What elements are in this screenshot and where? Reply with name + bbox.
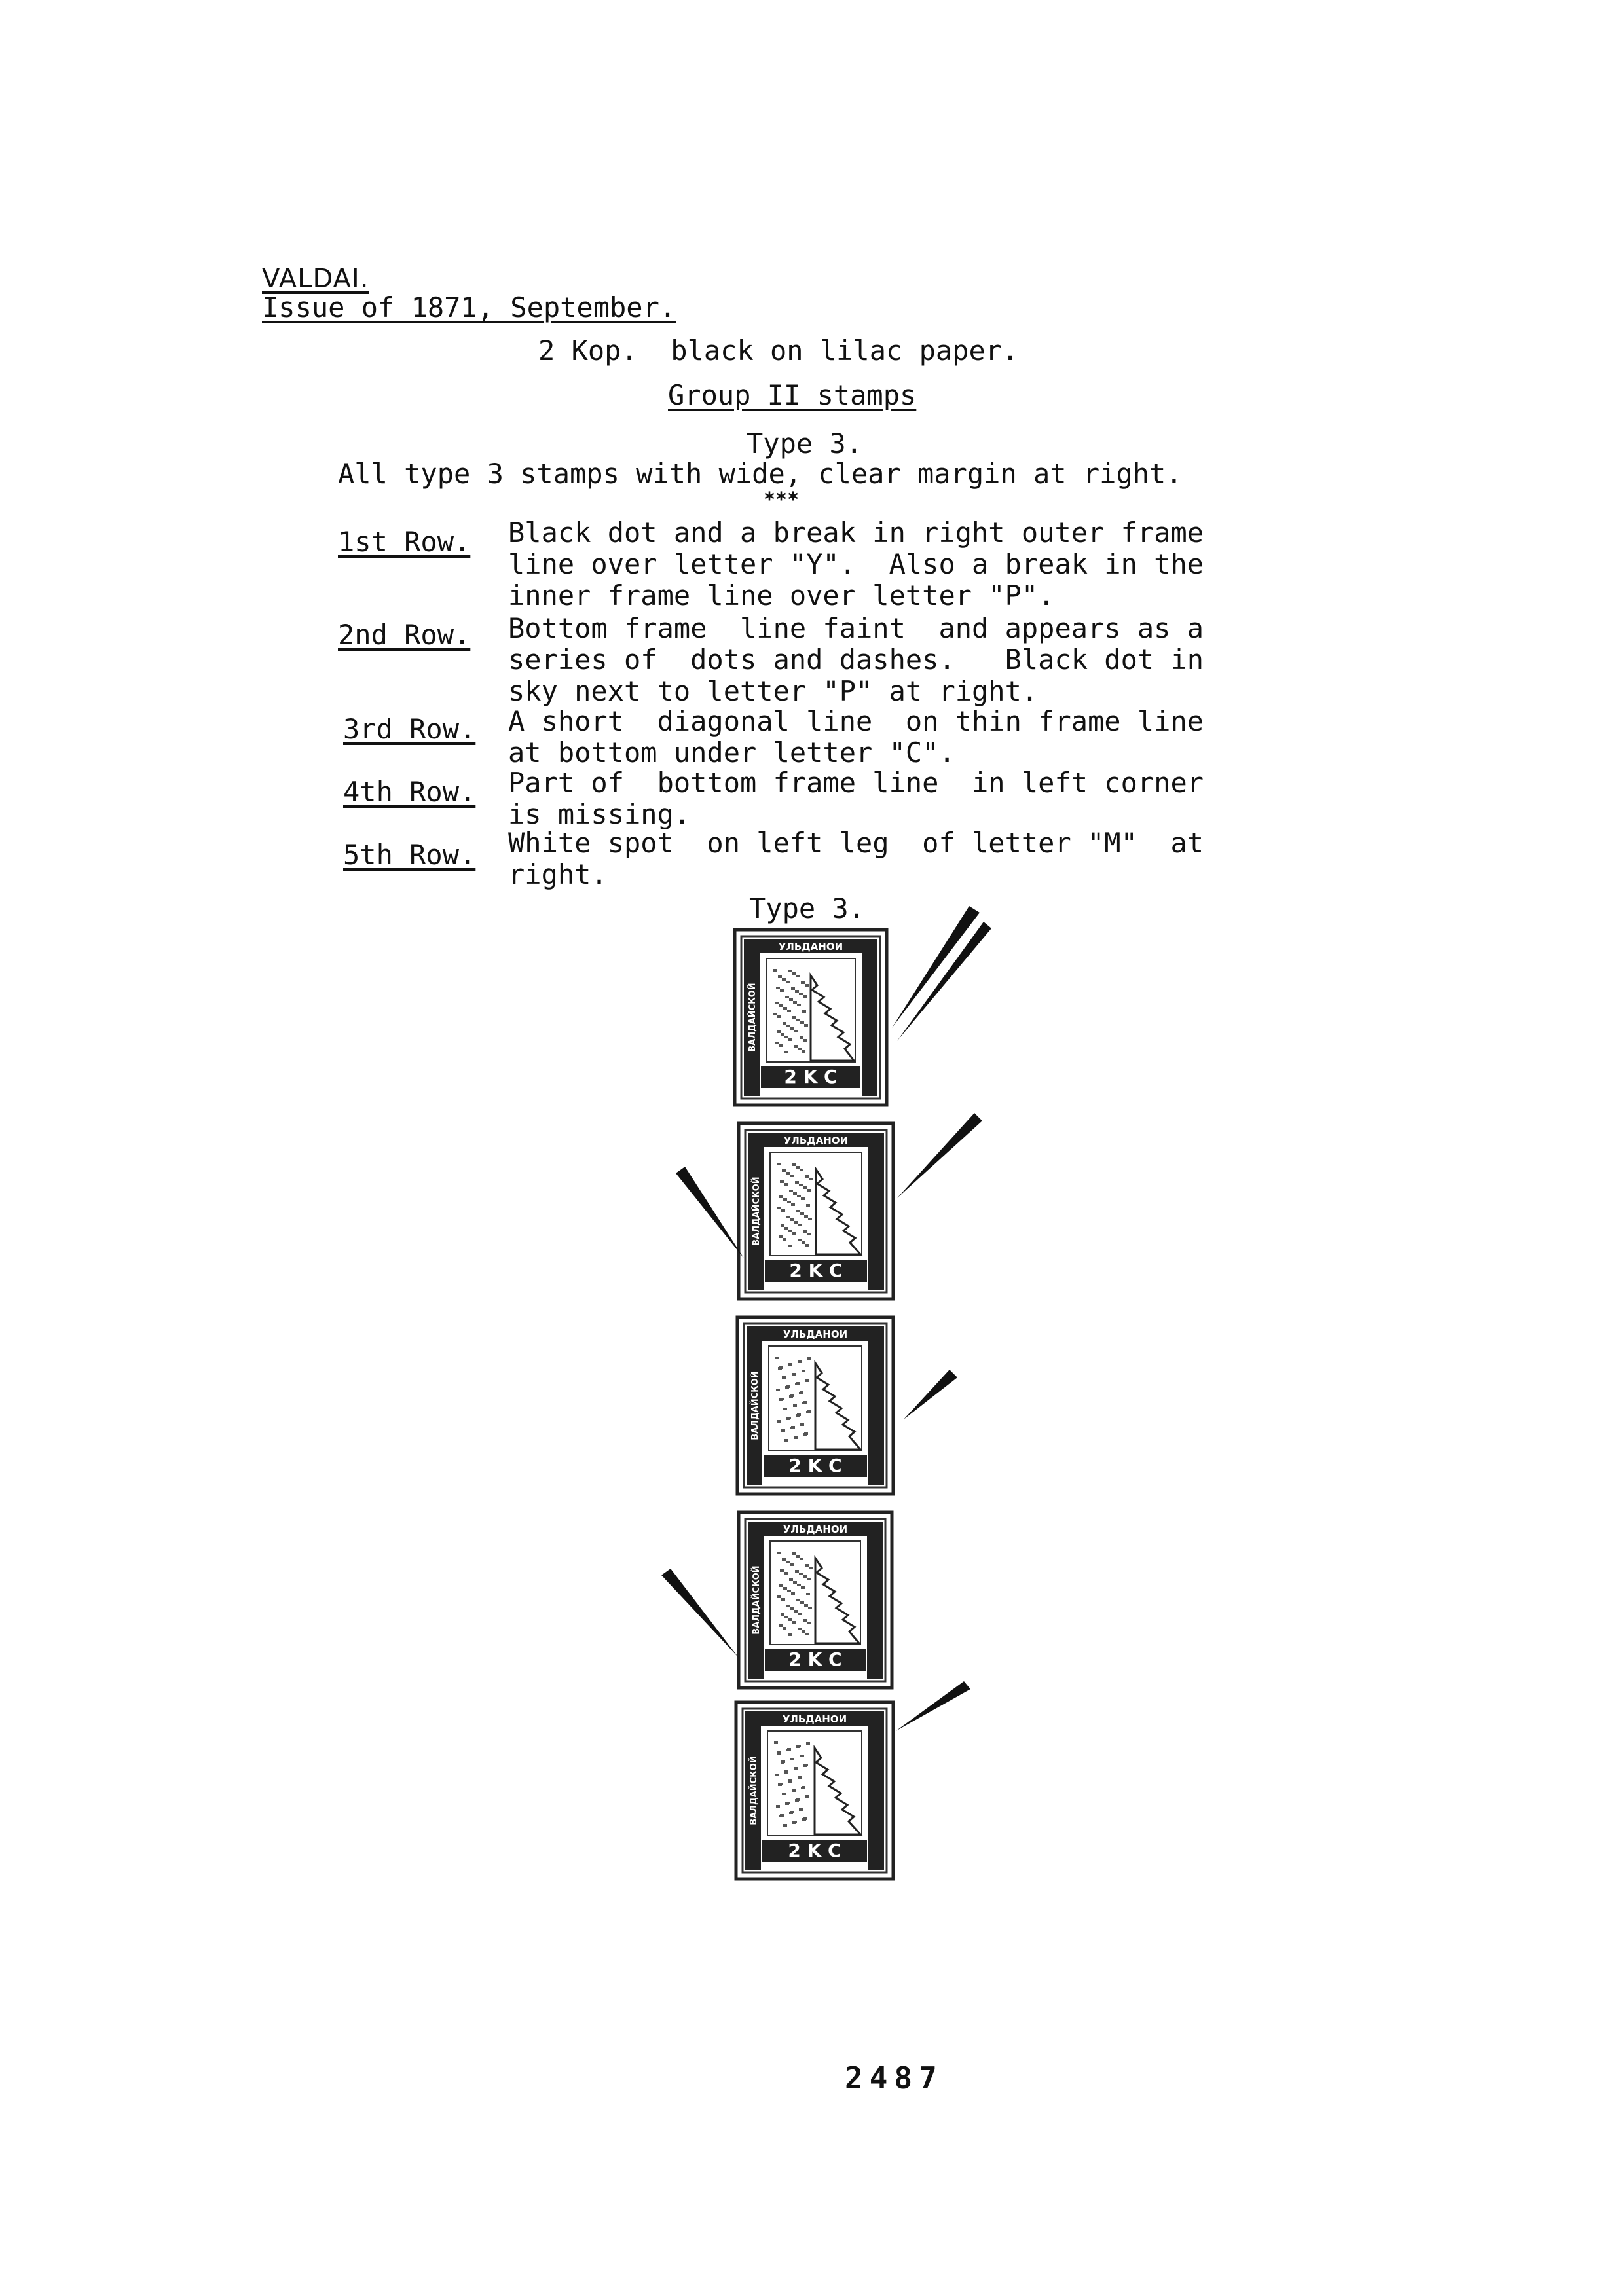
- issue-line: Issue of 1871, September.: [262, 291, 676, 323]
- stamp-image: [737, 1317, 893, 1494]
- stamp-image: [739, 1123, 893, 1299]
- stamp-side-text: ВАЛДАЙСКОЙ: [752, 1176, 762, 1246]
- row-label-3: 3rd Row.: [343, 713, 476, 745]
- stamp-top-text: УЛЬДАНОИ: [783, 1523, 848, 1535]
- stamp-top-text: УЛЬДАНОИ: [782, 1713, 847, 1725]
- value-line: 2 Kop. black on lilac paper.: [538, 335, 1019, 367]
- page-number: 2487: [845, 2060, 944, 2096]
- group-heading: Group II stamps: [668, 379, 917, 411]
- stamp-side-text: ВАЛДАЙСКОЙ: [750, 1371, 760, 1440]
- page-title: VALDAI.: [262, 264, 369, 294]
- pointer-arrow: [676, 1167, 744, 1258]
- row-text-1c: inner frame line over letter "P".: [508, 579, 1055, 611]
- pointer-arrow: [661, 1569, 739, 1658]
- pointer-arrow: [904, 1370, 957, 1419]
- row-text-4a: Part of bottom frame line in left corner: [508, 767, 1204, 799]
- stamp-value-text: 2 K C: [784, 1066, 838, 1087]
- type-heading: Type 3.: [747, 428, 863, 460]
- pointer-arrow: [897, 922, 991, 1041]
- row-text-2c: sky next to letter "P" at right.: [508, 675, 1039, 707]
- type-note: All type 3 stamps with wide, clear margin at right.: [338, 458, 1183, 490]
- stamp-side-text: ВАЛДАЙСКОЙ: [749, 1756, 759, 1825]
- stamp-value-text: 2 K C: [788, 1840, 841, 1861]
- row-text-5a: White spot on left leg of letter "M" at: [508, 827, 1204, 859]
- stamp-image: [739, 1512, 892, 1688]
- stamp-image: [736, 1702, 893, 1879]
- stamp-value-text: 2 K C: [788, 1649, 842, 1670]
- row-text-3b: at bottom under letter "C".: [508, 737, 955, 769]
- row-text-4b: is missing.: [508, 798, 691, 830]
- stamp-side-text: ВАЛДАЙСКОЙ: [748, 983, 758, 1052]
- stamp-top-text: УЛЬДАНОИ: [778, 941, 843, 953]
- separator-stars: ***: [764, 488, 800, 511]
- row-text-3a: A short diagonal line on thin frame line: [508, 705, 1204, 737]
- pointer-arrow: [897, 1113, 982, 1198]
- row-text-2a: Bottom frame line faint and appears as a: [508, 612, 1204, 644]
- row-text-2b: series of dots and dashes. Black dot in: [508, 644, 1204, 676]
- stamp-top-text: УЛЬДАНОИ: [783, 1135, 849, 1146]
- row-text-1a: Black dot and a break in right outer frame: [508, 517, 1204, 549]
- stamp-side-text: ВАЛДАЙСКОЙ: [752, 1565, 762, 1635]
- row-label-2: 2nd Row.: [338, 619, 471, 651]
- stamp-value-text: 2 K C: [789, 1260, 843, 1281]
- stamp-value-text: 2 K C: [788, 1455, 842, 1476]
- stamp-image: [735, 930, 887, 1105]
- stamp-top-text: УЛЬДАНОИ: [783, 1328, 848, 1340]
- figure-caption: Type 3.: [749, 892, 866, 924]
- row-text-1b: line over letter "Y". Also a break in the: [508, 548, 1204, 580]
- pointer-arrow: [896, 1681, 970, 1731]
- row-label-4: 4th Row.: [343, 776, 476, 808]
- row-text-5b: right.: [508, 858, 608, 890]
- row-label-1: 1st Row.: [338, 526, 471, 558]
- pointer-arrow: [892, 906, 980, 1028]
- row-label-5: 5th Row.: [343, 839, 476, 871]
